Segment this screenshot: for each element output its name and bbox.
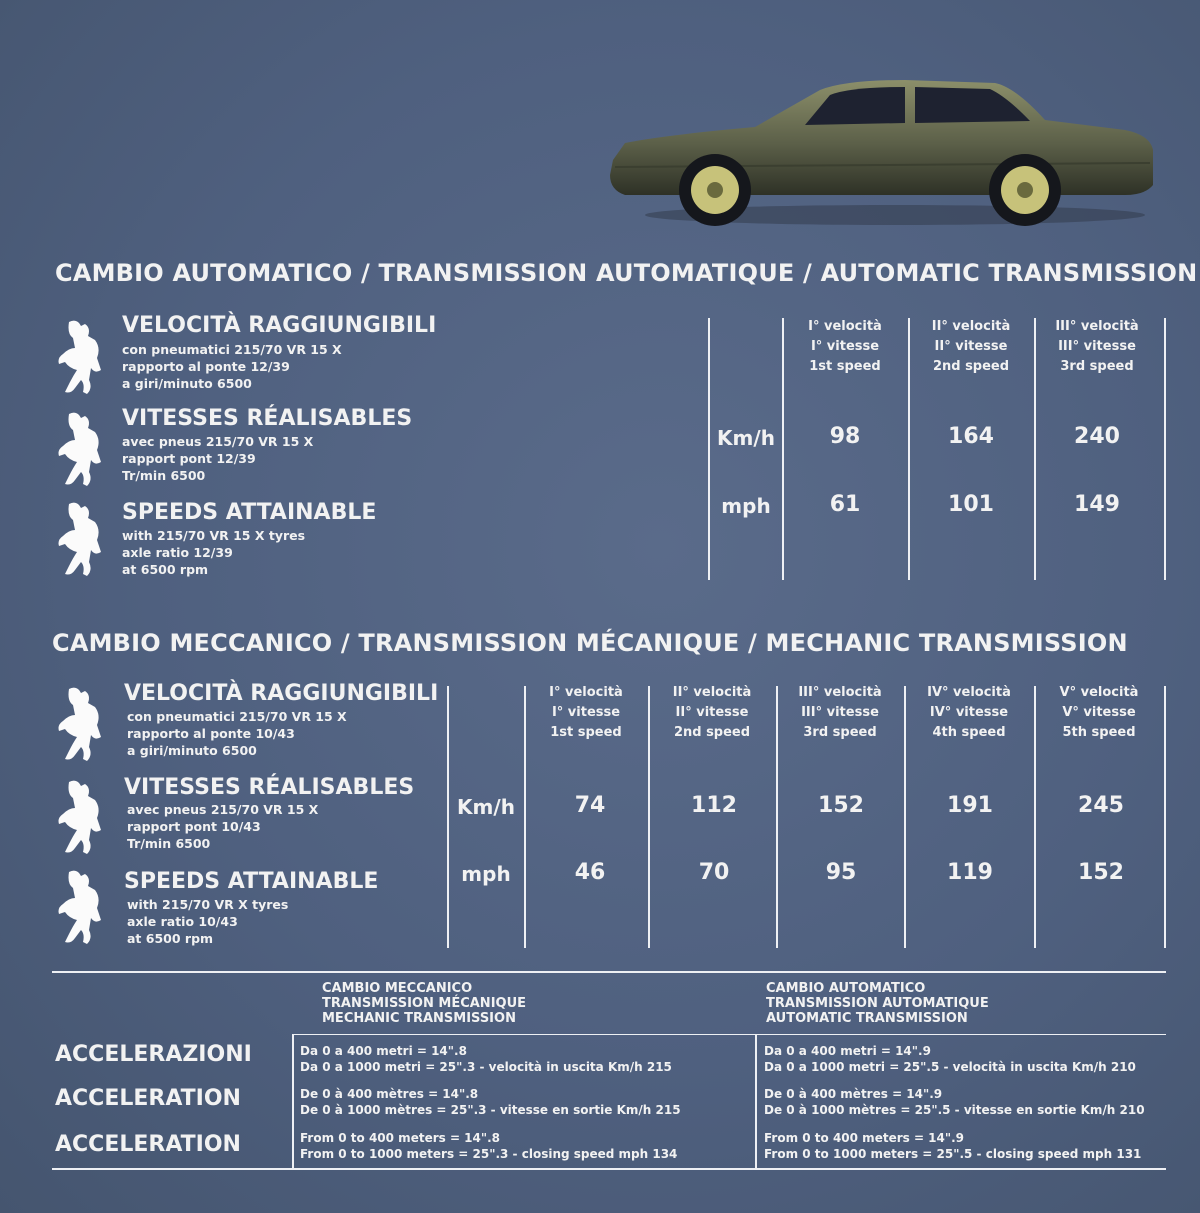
speed-value: 61 — [829, 492, 861, 517]
gear-label: 2nd speed — [673, 725, 751, 740]
accel-row-label: ACCELERATION — [55, 1132, 241, 1157]
gear-label: I° vitesse — [810, 339, 880, 354]
block-heading: VELOCITÀ RAGGIUNGIBILI — [122, 313, 437, 338]
detail-line: con pneumatici 215/70 VR 15 X — [122, 342, 342, 357]
block-heading: VELOCITÀ RAGGIUNGIBILI — [124, 681, 439, 706]
gear-label: 3rd speed — [1060, 359, 1134, 374]
accel-line: Da 0 a 400 metri = 14".8 — [300, 1044, 467, 1058]
gear-label: II° vitesse — [934, 339, 1008, 354]
prancing-horse-icon — [55, 318, 105, 398]
gear-label: V° velocità — [1059, 685, 1139, 700]
mechanic-section-title: CAMBIO MECCANICO / TRANSMISSION MÉCANIQUE / MECHANIC TRANSMISSION — [52, 629, 1128, 657]
gear-label: IV° vitesse — [929, 705, 1009, 720]
automatic-section-title: CAMBIO AUTOMATICO / TRANSMISSION AUTOMATIQUE / AUTOMATIC TRANSMISSION — [55, 259, 1198, 287]
accel-divider — [755, 1034, 757, 1168]
block-details — [127, 801, 318, 852]
accel-mech-text — [300, 1043, 672, 1075]
unit-mph: mph — [461, 862, 511, 886]
detail-line: with 215/70 VR X tyres — [127, 897, 289, 912]
prancing-horse-icon — [55, 685, 105, 765]
table-divider — [1034, 686, 1036, 948]
gear-label: II° velocità — [931, 319, 1011, 334]
accel-row-label: ACCELERATION — [55, 1086, 241, 1111]
accel-line: De 0 à 400 mètres = 14".8 — [300, 1087, 479, 1101]
block-heading: VITESSES RÉALISABLES — [124, 775, 415, 800]
prancing-horse-icon — [55, 868, 105, 948]
accel-line: De 0 à 400 mètres = 14".9 — [764, 1087, 943, 1101]
detail-line: rapporto al ponte 12/39 — [122, 359, 290, 374]
detail-line: Tr/min 6500 — [122, 468, 206, 483]
unit-kmh: Km/h — [457, 795, 515, 819]
block-details — [127, 896, 288, 947]
gear-label: V° vitesse — [1062, 705, 1136, 720]
block-heading: SPEEDS ATTAINABLE — [124, 869, 379, 894]
detail-line: rapporto al ponte 10/43 — [127, 726, 295, 741]
detail-line: axle ratio 10/43 — [127, 914, 238, 929]
block-details — [122, 433, 313, 484]
accel-col-line: TRANSMISSION MÉCANIQUE — [322, 996, 527, 1011]
gear-header — [785, 317, 905, 377]
accel-row-label: ACCELERAZIONI — [55, 1042, 252, 1067]
detail-line: avec pneus 215/70 VR 15 X — [127, 802, 319, 817]
detail-line: con pneumatici 215/70 VR 15 X — [127, 709, 347, 724]
table-divider — [1164, 686, 1166, 948]
detail-line: a giri/minuto 6500 — [122, 376, 252, 391]
speed-value: 98 — [829, 424, 861, 449]
accel-col-line: MECHANIC TRANSMISSION — [322, 1011, 516, 1026]
speed-value: 191 — [947, 793, 993, 818]
gear-label: II° velocità — [672, 685, 752, 700]
accel-auto-text — [764, 1043, 1136, 1075]
gear-label: 1st speed — [550, 725, 622, 740]
prancing-horse-icon — [55, 410, 105, 490]
speed-value: 164 — [948, 424, 994, 449]
gear-label: II° vitesse — [675, 705, 749, 720]
detail-line: avec pneus 215/70 VR 15 X — [122, 434, 314, 449]
detail-line: at 6500 rpm — [127, 931, 214, 946]
gear-label: I° velocità — [808, 319, 882, 334]
block-heading: SPEEDS ATTAINABLE — [122, 500, 377, 525]
gear-header — [526, 683, 646, 743]
accel-line: De 0 à 1000 mètres = 25".3 - vitesse en sortie Km/h 215 — [300, 1103, 681, 1117]
speed-value: 240 — [1074, 424, 1120, 449]
accel-col-line: TRANSMISSION AUTOMATIQUE — [766, 996, 989, 1011]
gear-label: III° vitesse — [801, 705, 879, 720]
accel-bottom-rule — [52, 1168, 1166, 1170]
detail-line: at 6500 rpm — [122, 562, 209, 577]
accel-col-line: AUTOMATIC TRANSMISSION — [766, 1011, 968, 1026]
prancing-horse-icon — [55, 500, 105, 580]
unit-mph: mph — [721, 494, 771, 518]
ferrari-coupe-icon — [605, 75, 1165, 235]
accel-line: Da 0 a 1000 metri = 25".5 - velocità in uscita Km/h 210 — [764, 1060, 1136, 1074]
gear-label: 4th speed — [932, 725, 1006, 740]
detail-line: rapport pont 10/43 — [127, 819, 261, 834]
gear-header — [1039, 683, 1159, 743]
gear-label: 5th speed — [1062, 725, 1136, 740]
detail-line: axle ratio 12/39 — [122, 545, 233, 560]
speed-value: 112 — [691, 793, 737, 818]
table-divider — [1164, 318, 1166, 580]
table-divider — [1034, 318, 1036, 580]
speed-value: 149 — [1074, 492, 1120, 517]
gear-header — [909, 683, 1029, 743]
table-divider — [908, 318, 910, 580]
gear-header — [780, 683, 900, 743]
speed-value: 74 — [574, 793, 606, 818]
detail-line: rapport pont 12/39 — [122, 451, 256, 466]
gear-header — [1037, 317, 1157, 377]
accel-line: From 0 to 1000 meters = 25".5 - closing speed mph 131 — [764, 1147, 1142, 1161]
detail-line: a giri/minuto 6500 — [127, 743, 257, 758]
accel-line: From 0 to 1000 meters = 25".3 - closing speed mph 134 — [300, 1147, 678, 1161]
accel-col-line: CAMBIO AUTOMATICO — [766, 981, 926, 996]
detail-line: Tr/min 6500 — [127, 836, 211, 851]
accel-auto-text — [764, 1130, 1141, 1162]
speed-value: 101 — [948, 492, 994, 517]
gear-label: I° vitesse — [551, 705, 621, 720]
accel-line: Da 0 a 400 metri = 14".9 — [764, 1044, 931, 1058]
gear-label: III° velocità — [798, 685, 882, 700]
accel-header-rule — [292, 1034, 1166, 1035]
accel-mech-text — [300, 1130, 677, 1162]
speed-value: 245 — [1078, 793, 1124, 818]
detail-line: with 215/70 VR 15 X tyres — [122, 528, 306, 543]
accel-top-rule — [52, 971, 1166, 973]
block-heading: VITESSES RÉALISABLES — [122, 406, 413, 431]
accel-col-line: CAMBIO MECCANICO — [322, 981, 473, 996]
accel-line: From 0 to 400 meters = 14".9 — [764, 1131, 965, 1145]
speed-value: 152 — [818, 793, 864, 818]
table-divider — [776, 686, 778, 948]
gear-label: III° vitesse — [1058, 339, 1136, 354]
gear-label: 2nd speed — [932, 359, 1010, 374]
accel-line: From 0 to 400 meters = 14".8 — [300, 1131, 501, 1145]
accel-line: De 0 à 1000 mètres = 25".5 - vitesse en sortie Km/h 210 — [764, 1103, 1145, 1117]
speed-value: 95 — [825, 860, 857, 885]
accel-auto-text — [764, 1086, 1145, 1118]
accel-divider — [292, 1034, 294, 1168]
gear-label: IV° velocità — [927, 685, 1011, 700]
gear-header — [911, 317, 1031, 377]
gear-label: 3rd speed — [803, 725, 877, 740]
accel-mech-text — [300, 1086, 681, 1118]
gear-label: III° velocità — [1055, 319, 1139, 334]
block-details — [122, 341, 342, 392]
accel-col-automatic — [766, 981, 989, 1026]
gear-label: 1st speed — [809, 359, 881, 374]
speed-value: 152 — [1078, 860, 1124, 885]
block-details — [122, 527, 305, 578]
block-details — [127, 708, 347, 759]
speed-value: 119 — [947, 860, 993, 885]
prancing-horse-icon — [55, 778, 105, 858]
speed-value: 70 — [698, 860, 730, 885]
gear-label: I° velocità — [549, 685, 623, 700]
speed-value: 46 — [574, 860, 606, 885]
accel-col-mechanic — [322, 981, 526, 1026]
unit-kmh: Km/h — [717, 426, 775, 450]
table-divider — [904, 686, 906, 948]
accel-line: Da 0 a 1000 metri = 25".3 - velocità in uscita Km/h 215 — [300, 1060, 672, 1074]
gear-header — [652, 683, 772, 743]
